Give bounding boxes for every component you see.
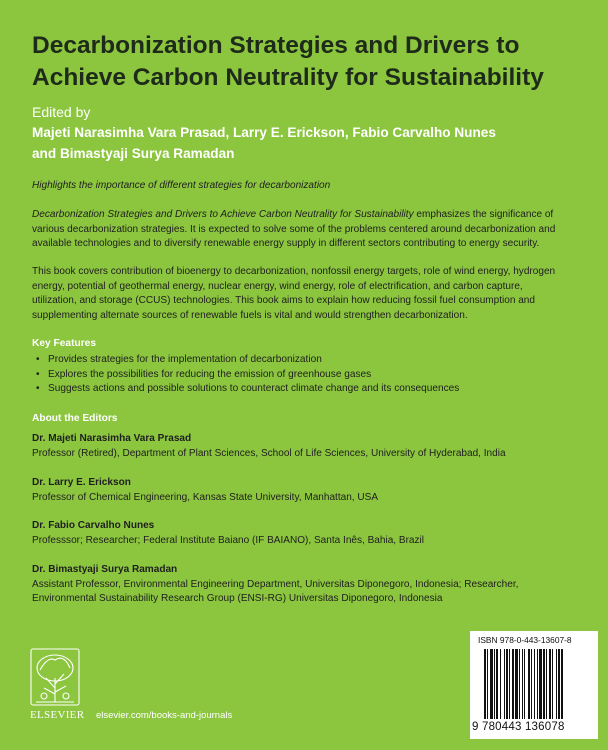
editor-affiliation: Professor (Retired), Department of Plant Sciences, School of Life Sciences, University of Hyderabad, India [32, 447, 506, 459]
isbn-barcode-panel [470, 631, 598, 739]
editor-affiliation-line-2: Environmental Sustainability Research Group (ENSI-RG) Universitas Diponegoro, Indonesia [32, 593, 443, 604]
isbn-number: ISBN 978-0-443-13607-8 [478, 635, 572, 645]
key-features-heading: Key Features [32, 338, 96, 349]
description-paragraph-1 [32, 208, 576, 252]
editor-bio [32, 432, 577, 461]
about-editors-heading: About the Editors [32, 413, 118, 424]
edited-by-label: Edited by [32, 104, 91, 120]
highlight-tagline: Highlights the importance of different strategies for decarbonization [32, 180, 331, 191]
editor-name: Dr. Fabio Carvalho Nunes [32, 520, 155, 531]
editor-name: Dr. Majeti Narasimha Vara Prasad [32, 433, 192, 444]
bullet-icon: • [36, 383, 40, 394]
para2-line-1: This book covers contribution of bioenergy to decarbonization, nonfossil energy targets, role of wind energy, hydrogen [32, 266, 556, 277]
key-features-list [36, 353, 459, 397]
editor-names-line-1: Majeti Narasimha Vara Prasad, Larry E. Erickson, Fabio Carvalho Nunes [32, 125, 496, 140]
editor-bio [32, 476, 577, 505]
elsevier-tree-logo-icon [30, 648, 80, 716]
title-line-2: Achieve Carbon Neutrality for Sustainability [32, 64, 544, 91]
editor-bio [32, 563, 577, 607]
barcode-icon [482, 649, 592, 719]
bullet-icon: • [36, 368, 40, 380]
publisher-url[interactable]: elsevier.com/books-and-journals [96, 710, 233, 721]
para1-line-3: available technologies and to diversify renewable energy supply in different sectors contributing to energy security. [32, 238, 540, 249]
editor-affiliation: Professsor; Researcher; Federal Institute Baiano (IF BAIANO), Santa Inês, Bahia, Brazil [32, 534, 425, 546]
bullet-icon: • [36, 354, 40, 365]
feature-text: Explores the possibilities for reducing the emission of greenhouse gases [48, 368, 372, 380]
editor-name: Dr. Larry E. Erickson [32, 477, 131, 488]
editor-bio [32, 519, 577, 548]
editor-affiliation: Assistant Professor, Environmental Engineering Department, Universitas Diponegoro, Indonesia; Researcher, [32, 578, 519, 590]
feature-text: Provides strategies for the implementation of decarbonization [48, 354, 322, 365]
editor-name: Dr. Bimastyaji Surya Ramadan [32, 564, 178, 575]
para1-line-1 [32, 208, 576, 223]
publisher-wordmark: ELSEVIER [30, 709, 85, 721]
list-item [36, 382, 459, 397]
book-title [32, 30, 592, 94]
title-line-1: Decarbonization Strategies and Drivers to [32, 32, 520, 59]
para1-line-1-rest: emphasizes the significance of [413, 209, 554, 220]
description-paragraph-2 [32, 265, 576, 323]
editor-names-line-2: and Bimastyaji Surya Ramadan [32, 146, 235, 161]
list-item [36, 368, 459, 383]
para2-line-3: utilization, and storage (CCUS) technologies. This book aims to explain how reducing fossil fuel consumption and [32, 295, 535, 306]
book-title-italic: Decarbonization Strategies and Drivers to Achieve Carbon Neutrality for Sustainability [32, 209, 414, 220]
barcode-digits: 9 780443 136078 [472, 721, 565, 733]
feature-text: Suggests actions and possible solutions to counteract climate change and its consequences [48, 383, 460, 394]
para2-line-2: energy, potential of geothermal energy, nuclear energy, wind energy, role of electrification, and carbon capture, [32, 280, 523, 292]
list-item [36, 353, 459, 368]
editor-names [32, 122, 592, 164]
para2-line-4: supplementing alternate sources of renewable fuels is vital and would strengthen decarbonization. [32, 309, 468, 321]
editor-affiliation: Professor of Chemical Engineering, Kansas State University, Manhattan, USA [32, 491, 379, 503]
para1-line-2: various decarbonization strategies. It is expected to solve some of the problems centered around decarbonization and [32, 223, 556, 235]
